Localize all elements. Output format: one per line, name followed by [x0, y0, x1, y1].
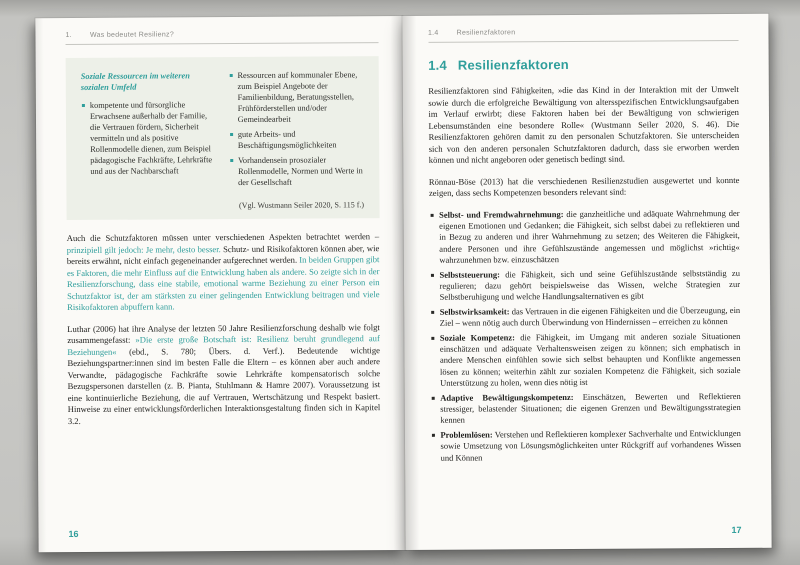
bullet-square-icon [431, 311, 434, 314]
list-item-text: das Vertrauen in die eigenen Fähigkeiten und die Überzeugung, ein Ziel – wenn nötig auch durch Überwindung von Hindernissen – erreichen zu können [439, 304, 741, 328]
running-header-chapter-number: 1. [65, 32, 72, 40]
section-heading [428, 56, 739, 73]
list-item-term: Problemlösen: [440, 429, 493, 440]
list-item-text: Vorhandensein prosozialer Rollenmodelle, Normen und Werte in der Gesellschaft [237, 155, 363, 188]
list-item-term: Soziale Kompetenz: [439, 331, 515, 343]
list-item-term: Selbstwirksamkeit: [439, 306, 510, 317]
page-number-right: 17 [731, 524, 742, 536]
running-header-left [65, 30, 378, 45]
list-item-text: die Fähigkeit, sich und seine Gefühlszustände selbstständig zu regulieren; dazu gehört beispielsweise das Wissen, welche Strategien zur Selbstberuhigung und welche Handlungsalternativen es gibt [439, 267, 741, 303]
bullet-square-icon [230, 159, 233, 162]
list-item [430, 305, 741, 330]
running-header-right [428, 28, 739, 43]
info-box-attribution: (Vgl. Wustmann Seiler 2020, S. 115 f.) [238, 200, 365, 211]
page-number-left: 16 [68, 528, 79, 540]
book-spread [35, 14, 771, 552]
list-item-text: die Fähigkeit, im Umgang mit anderen soziale Situationen einschätzen und adäquate Verhaltensweisen zeigen zu können; sich emphatisch in andere Menschen einfühlen sowie sich selbst behaupten und Konflikte angemessen lösen zu können; weiterhin zählt zur sozialen Kompetenz die Fähigkeit, sich soziale Unterstützung zu holen, wenn dies nötig ist [439, 330, 741, 388]
list-item-text: kompetente und fürsorgliche Erwachsene außerhalb der Familie, die Vertrauen fördern, Sicherheit vermitteln und als positive Rollenmodelle dienen, zum Beispiel pädagogische Fachkräfte, Lehrkräfte und aus der Nachbarschaft [89, 100, 213, 176]
bullet-square-icon [229, 74, 232, 77]
bullet-square-icon [430, 273, 433, 276]
list-item [430, 391, 741, 427]
running-header-section-number: 1.4 [427, 29, 439, 37]
list-item [429, 267, 740, 303]
info-box-social-resources [66, 56, 379, 220]
list-item-text: gute Arbeits- und Beschäftigungsmöglichkeiten [237, 129, 337, 151]
list-item [229, 154, 364, 188]
list-item [429, 207, 740, 266]
list-item [81, 99, 216, 177]
bullet-square-icon [82, 103, 85, 106]
list-item-text: Ressourcen auf kommunaler Ebene, zum Beispiel Angebote der Familienbildung, Beratungsstellen, Frühförderstellen und/oder Gemeindearbeit [237, 70, 358, 125]
section-heading-number: 1.4 [428, 57, 447, 73]
list-item-text: Verstehen und Reflektieren komplexer Sachverhalte und Entwicklungen sowie Umsetzung von Lösungsmöglichkeiten unter Rückgriff auf vorhandenes Wissen und Können [440, 427, 742, 463]
bullet-square-icon [230, 133, 233, 136]
running-header-chapter-title: Was bedeutet Resilienz? [89, 31, 175, 39]
page-right [402, 14, 772, 550]
body-paragraph: Rönnau-Böse (2013) hat die verschiedenen Resilienzstudien ausgewertet und konnte zeigen, dass sechs Kompetenzen besonders relevant sind: [428, 174, 740, 198]
list-item [229, 128, 364, 151]
info-box-left-column [81, 70, 216, 193]
list-item-term: Adaptive Bewältigungskompetenz: [440, 391, 574, 403]
bullet-square-icon [431, 336, 434, 339]
section-heading-title: Resilienzfaktoren [457, 56, 569, 73]
bullet-square-icon [431, 434, 434, 437]
body-paragraph: Auch die Schutzfaktoren müssen unter verschiedenen Aspekten betrachtet werden – prinzipiell gilt jedoch: Je mehr, desto besser. Schutz- und Risikofaktoren können aber, wie bereits erwähnt, nicht einfach gegeneinander aufgerechnet werden. In beiden Gruppen gibt es Faktoren, die mehr Einfluss auf die Entwicklung haben als andere. So zeigte sich in der Resilienzforschung, dass eine stabile, emotional warme Beziehung zu einer Person ein Schutzfaktor ist, der am stärksten zu einer gelingenden Entwicklung beitragen und viele Risikofaktoren abpuffern kann. [66, 231, 380, 313]
list-item-text: die ganzheitliche und adäquate Wahrnehmung der eigenen Emotionen und Gedanken; die Fähigkeit, sich selbst dabei zu reflektieren und in Bezug zu anderen und ihrer Wahrnehmung zu setzen; des Weiteren die Fähigkeit, andere Personen und ihre Gefühlszustände angemessen und möglichst »richtig« wahrzunehmen bzw. einzuschätzen [439, 207, 740, 265]
competency-list [429, 207, 741, 463]
bullet-square-icon [430, 213, 433, 216]
page-left [35, 16, 405, 552]
body-paragraph: Resilienzfaktoren sind Fähigkeiten, »die das Kind in der Interaktion mit der Umwelt sowie durch die erfolgreiche Bewältigung von altersspezifischen Entwicklungsaufgaben im Verlauf erwirbt; diese Faktoren haben bei der Bewältigung von schwierigen Lebensumständen eine besondere Rolle« (Wustmann Seiler 2020, S. 46). Die Resilienzfaktoren gehören damit zu den personalen Schutzfaktoren. Sie unterscheiden sich von den anderen personalen Schutzfaktoren dadurch, dass sie erworben werden können und nicht angeboren oder genetisch bedingt sind. [428, 83, 740, 165]
list-item [228, 69, 363, 125]
body-paragraph: Luthar (2006) hat ihre Analyse der letzten 50 Jahre Resilienzforschung deshalb wie folgt zusammengefasst: »Die erste große Botschaft ist: Resilienz beruht grundlegend auf Beziehungen« (ebd., S. 780; Übers. d. Verf.). Bedeutende wichtige Beziehungspartner:innen sind im besten Falle die Eltern – es können aber auch andere Verwandte, pädagogische Fachkräfte sowie Lehrkräfte kompensatorisch solche Bezugspersonen darstellen (z. B. Pianta, Stuhlmann & Hamre 2007). Voraussetzung ist eine kontinuierliche Beziehung, die auf Vertrauen, Wertschätzung und Respekt basiert. Hinweise zu einer entwicklungsförderlichen Interaktionsgestaltung finden sich in Kapitel 3.2. [67, 321, 381, 426]
info-box-title: Soziale Ressourcen im weiteren sozialen Umfeld [80, 71, 190, 92]
list-item-term: Selbst- und Fremdwahrnehmung: [439, 208, 564, 220]
list-item [430, 331, 741, 390]
list-item [430, 428, 741, 464]
running-header-section-title: Resilienzfaktoren [456, 29, 516, 37]
info-box-right-column [228, 69, 363, 192]
bullet-square-icon [431, 396, 434, 399]
list-item-text: Einschätzen, Bewerten und Reflektieren stressiger, belastender Situationen; die eigenen Grenzen und Bewältigungsstrategien kennen [440, 390, 741, 426]
list-item-term: Selbststeuerung: [439, 268, 500, 280]
